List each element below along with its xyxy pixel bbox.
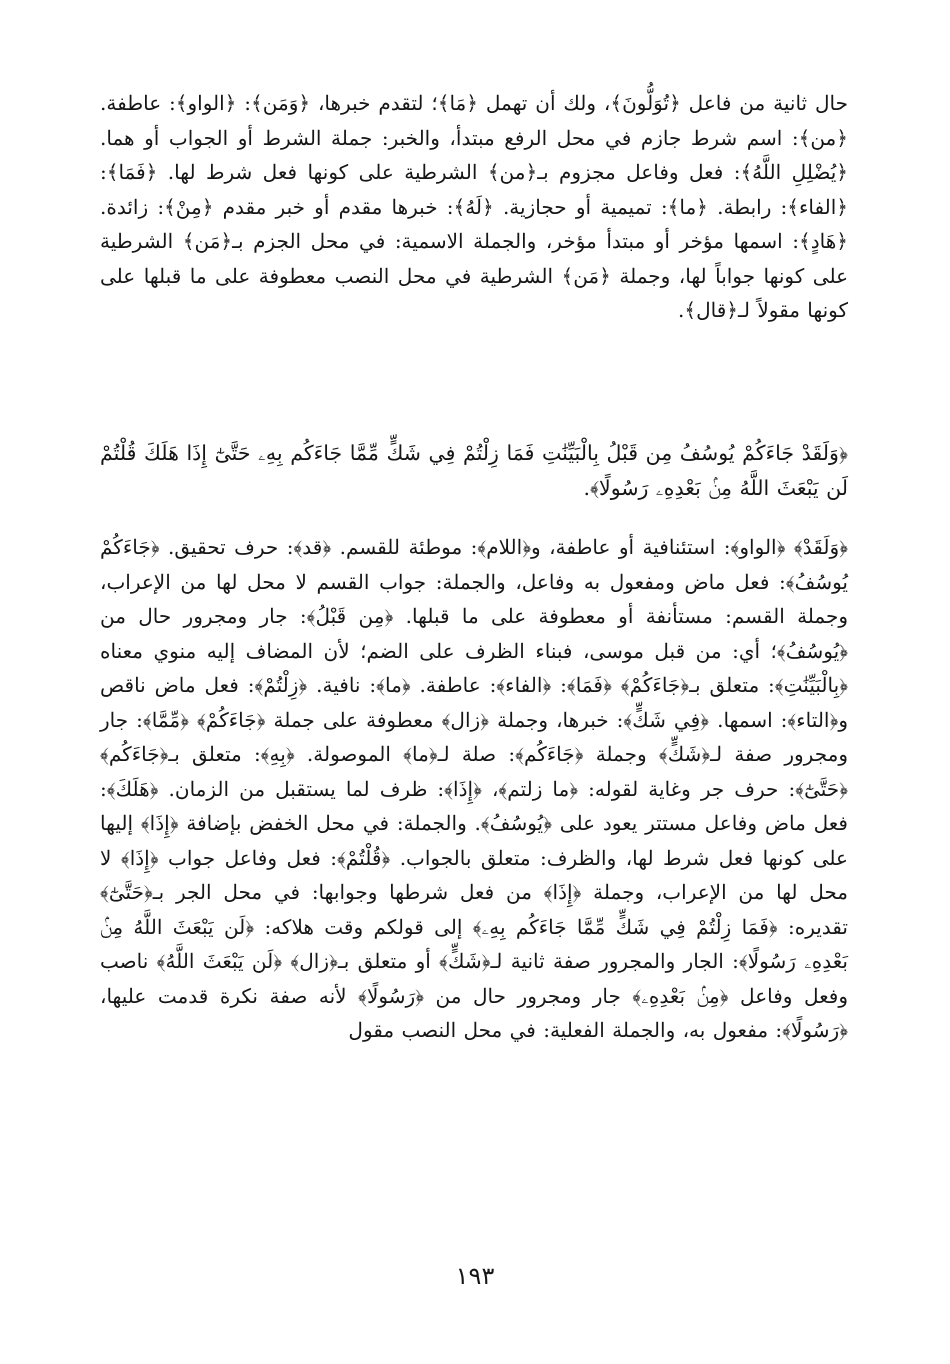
- quran-verse: ﴿وَلَقَدْ جَاءَكُمْ يُوسُفُ مِن قَبْلُ بِالْبَيِّنَٰتِ فَمَا زِلْتُمْ فِي شَكٍّ مِّمَّا جَاءَكُم بِهِۦ حَتَّىٰٓ إِذَا هَلَكَ قُلْتُمْ لَن يَبْعَثَ اللَّهُ مِنۢ بَعْدِهِۦ رَسُولًا﴾.: [100, 441, 848, 500]
- commentary-paragraph-1: حال ثانية من فاعل ﴿تُوَلُّونَ﴾، ولك أن تهمل ﴿مَا﴾؛ لتقدم خبرها، ﴿وَمَن﴾: ﴿الواو﴾: عاطفة. ﴿من﴾: اسم شرط جازم في محل الرفع مبتدأ، والخبر: جملة الشرط أو الجواب أو هما. ﴿يُضْلِلِ اللَّهُ﴾: فعل وفاعل مجزوم بـ﴿من﴾ الشرطية على كونها فعل شرط لها. ﴿فَمَا﴾: ﴿الفاء﴾: رابطة. ﴿ما﴾: تميمية أو حجازية. ﴿لَهُ﴾: خبرها مقدم أو خبر مقدم ﴿مِنْ﴾: زائدة. ﴿هَادٍ﴾: اسمها مؤخر أو مبتدأ مؤخر، والجملة الاسمية: في محل الجزم بـ﴿مَن﴾ الشرطية على كونها جواباً لها، وجملة ﴿مَن﴾ الشرطية في محل النصب معطوفة على ما قبلها على كونها مقولاً لـ﴿قال﴾.: [100, 91, 848, 322]
- page-number: ١٩٣: [455, 1262, 495, 1290]
- commentary-paragraph-2: ﴿وَلَقَدْ﴾ ﴿الواو﴾: استئنافية أو عاطفة، و﴿اللام﴾: موطئة للقسم. ﴿قد﴾: حرف تحقيق. ﴿جَاءَكُمْ يُوسُفُ﴾: فعل ماض ومفعول به وفاعل، والجملة: جواب القسم لا محل لها من الإعراب، وجملة القسم: مستأنفة أو معطوفة على ما قبلها. ﴿مِن قَبْلُ﴾: جار ومجرور حال من ﴿يُوسُفُ﴾؛ أي: من قبل موسى، فبناء الظرف على الضم؛ لأن المضاف إليه منوي معناه ﴿بِالْبَيِّنَٰتِ﴾: متعلق بـ﴿جَاءَكُمْ﴾ ﴿فَمَا﴾: ﴿الفاء﴾: عاطفة. ﴿ما﴾: نافية. ﴿زِلْتُمْ﴾: فعل ماض ناقص و﴿التاء﴾: اسمها. ﴿فِي شَكٍّ﴾: خبرها، وجملة ﴿زال﴾ معطوفة على جملة ﴿جَاءَكُمْ﴾ ﴿مِّمَّا﴾: جار ومجرور صفة لـ﴿شَكٍّ﴾ وجملة ﴿جَاءَكُم﴾: صلة لـ﴿ما﴾ الموصولة. ﴿بِهِ﴾: متعلق بـ﴿جَاءَكُم﴾ ﴿حَتَّىٰٓ﴾: حرف جر وغاية لقوله: ﴿ما زلتم﴾، ﴿إِذَا﴾: ظرف لما يستقبل من الزمان. ﴿هَلَكَ﴾: فعل ماض وفاعل مستتر يعود على ﴿يُوسُفُ﴾. والجملة: في محل الخفض بإضافة ﴿إِذَا﴾ إليها على كونها فعل شرط لها، والظرف: متعلق بالجواب. ﴿قُلْتُمْ﴾: فعل وفاعل جواب ﴿إِذَا﴾ لا محل لها من الإعراب، وجملة ﴿إِذَا﴾ من فعل شرطها وجوابها: في محل الجر بـ﴿حَتَّىٰٓ﴾ تقديره: ﴿فَمَا زِلْتُمْ فِي شَكٍّ مِّمَّا جَاءَكُم بِهِۦ﴾ إلى قولكم وقت هلاكه: ﴿لَن يَبْعَثَ اللَّهُ مِنۢ بَعْدِهِۦ رَسُولًا﴾: الجار والمجرور صفة ثانية لـ﴿شَكٍّ﴾ أو متعلق بـ﴿زال﴾ ﴿لَن يَبْعَثَ اللَّهُ﴾ ناصب وفعل وفاعل ﴿مِنۢ بَعْدِهِۦ﴾ جار ومجرور حال من ﴿رَسُولًا﴾ لأنه صفة نكرة قدمت عليها، ﴿رَسُولًا﴾: مفعول به، والجملة الفعلية: في محل النصب مقول: [100, 535, 848, 1042]
